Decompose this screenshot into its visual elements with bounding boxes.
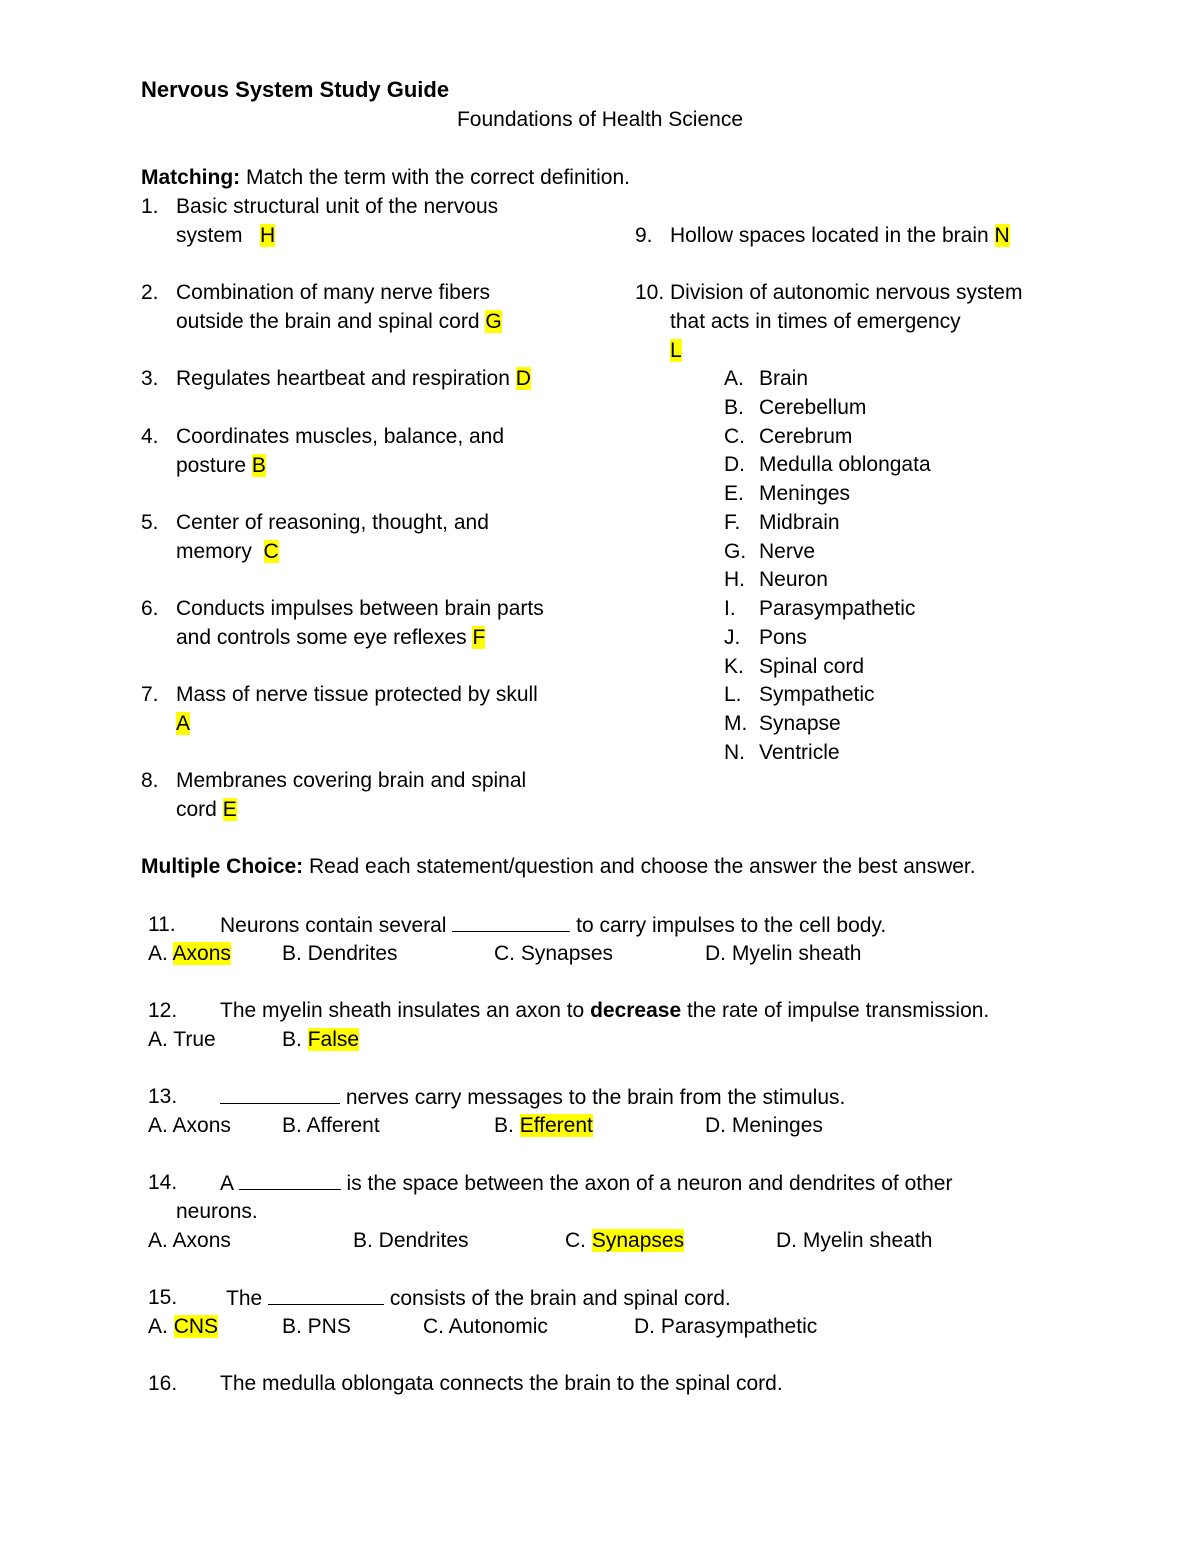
term-name: Cerebellum <box>759 395 867 419</box>
question-text <box>220 997 989 1025</box>
term-name: Spinal cord <box>759 654 865 678</box>
mc-instruction <box>141 853 976 881</box>
term-name: Synapse <box>759 712 841 735</box>
term-letter: E. <box>724 482 744 505</box>
question-text: system <box>176 224 249 247</box>
term-letter: D. <box>724 453 745 477</box>
mc-heading: Multiple Choice: <box>141 855 304 878</box>
answer-highlight: B <box>251 454 266 477</box>
option-b: B. Dendrites <box>353 1229 469 1252</box>
page-subtitle: Foundations of Health Science <box>456 108 743 131</box>
page-title: Nervous System Study Guide <box>141 77 450 102</box>
question-number: 4. <box>141 425 159 448</box>
question-text-post: is the space between the axon of a neuron and dendrites of other <box>340 1172 953 1195</box>
question-number: 1. <box>141 195 159 218</box>
answer-highlight: D <box>515 367 531 390</box>
question-text: outside the brain and spinal cord <box>176 310 486 333</box>
option-label: B. <box>494 1114 520 1137</box>
answer-highlight: E <box>222 798 237 821</box>
question-14-line2: neurons. <box>176 1200 258 1223</box>
option-b: B. PNS <box>282 1315 351 1338</box>
option-label: A. <box>148 942 173 965</box>
term-letter: I. <box>724 597 736 620</box>
question-text <box>220 1169 952 1198</box>
option-c <box>494 1112 593 1140</box>
option-a <box>148 1313 218 1341</box>
question-number: 3. <box>141 367 159 390</box>
question-number: 15. <box>148 1286 178 1309</box>
term-name: Sympathetic <box>759 683 875 707</box>
term-name: Medulla oblongata <box>759 453 931 477</box>
question-text <box>226 1284 731 1313</box>
question-text-post: consists of the brain and spinal cord. <box>384 1287 731 1310</box>
term-letter: L. <box>724 683 742 707</box>
mc-instruction-text: Read each statement/question and choose the answer the best answer. <box>303 855 976 878</box>
question-number: 2. <box>141 281 159 304</box>
question-text-inner: Hollow spaces located in the brain <box>670 224 995 247</box>
question-text: Mass of nerve tissue protected by skull <box>176 683 538 706</box>
question-number: 14. <box>148 1171 178 1194</box>
question-text: Membranes covering brain and spinal <box>176 769 527 792</box>
option-label: B. <box>282 1028 308 1051</box>
option-d: D. Meninges <box>705 1114 823 1137</box>
answer-blank <box>452 911 570 932</box>
option-c: C. Synapses <box>494 942 614 965</box>
term-letter: H. <box>724 568 745 592</box>
term-letter: J. <box>724 625 741 649</box>
question-number: 13. <box>148 1085 178 1108</box>
option-d: D. Parasympathetic <box>634 1315 818 1338</box>
answer-highlight: N <box>994 224 1010 247</box>
question-number: 8. <box>141 769 159 792</box>
question-1-line2 <box>176 222 275 250</box>
term-letter: K. <box>724 654 744 678</box>
question-text: Division of autonomic nervous system <box>670 281 1023 304</box>
question-2-line2 <box>176 308 502 336</box>
answer-highlight: F <box>472 626 486 649</box>
option-label: C. <box>565 1229 592 1252</box>
term-name: Meninges <box>759 482 851 505</box>
term-name: Ventricle <box>759 740 840 764</box>
option-b: B. Dendrites <box>282 942 398 965</box>
term-name: Parasympathetic <box>759 597 916 620</box>
question-text: cord <box>176 798 223 821</box>
option-a <box>148 940 231 968</box>
option-b: B. Afferent <box>282 1114 380 1137</box>
option-label: A. <box>148 1315 174 1338</box>
answer-highlight: False <box>307 1028 360 1051</box>
question-number: 7. <box>141 683 159 706</box>
option-d: D. Myelin sheath <box>705 942 862 965</box>
question-text: The medulla oblongata connects the brain to the spinal cord. <box>220 1372 783 1395</box>
question-number: 12. <box>148 999 178 1022</box>
question-4-line2 <box>176 452 266 480</box>
option-c <box>565 1227 684 1255</box>
matching-instruction <box>141 164 630 192</box>
question-text: posture <box>176 454 252 477</box>
question-text: memory <box>176 540 258 563</box>
question-text-pre: The myelin sheath insulates an axon to <box>220 999 591 1022</box>
option-a: A. True <box>148 1028 216 1051</box>
question-6-line2 <box>176 624 485 652</box>
question-number: 9. <box>635 224 653 247</box>
option-a: A. Axons <box>148 1114 231 1137</box>
question-text-pre: The <box>226 1287 269 1310</box>
question-text: Coordinates muscles, balance, and <box>176 425 505 448</box>
term-letter: M. <box>724 712 748 735</box>
question-text <box>670 222 1010 250</box>
answer-highlight: Synapses <box>591 1229 685 1252</box>
question-text-post: the rate of impulse transmission. <box>681 999 990 1022</box>
term-name: Pons <box>759 625 807 649</box>
matching-heading: Matching: <box>141 166 241 189</box>
term-letter: A. <box>724 367 744 390</box>
question-8-line2 <box>176 796 237 824</box>
answer-blank <box>220 1083 340 1104</box>
answer-highlight: C <box>263 540 279 563</box>
question-text-inner: Regulates heartbeat and respiration <box>176 367 516 390</box>
question-text: Center of reasoning, thought, and <box>176 511 489 534</box>
question-number: 10. <box>635 281 665 304</box>
answer-blank <box>268 1284 384 1305</box>
answer-highlight: G <box>485 310 502 333</box>
answer-highlight: Efferent <box>519 1114 593 1137</box>
question-text-post: nerves carry messages to the brain from the stimulus. <box>340 1086 846 1109</box>
question-text: Conducts impulses between brain parts <box>176 597 544 620</box>
answer-highlight: Axons <box>172 942 231 965</box>
term-letter: N. <box>724 740 745 764</box>
answer-highlight: CNS <box>173 1315 219 1338</box>
question-text-pre: A <box>220 1172 239 1195</box>
question-number: 6. <box>141 597 159 620</box>
term-name: Brain <box>759 367 809 390</box>
question-text <box>220 1083 845 1112</box>
question-text <box>176 365 531 393</box>
term-letter: B. <box>724 395 744 419</box>
answer-highlight: L <box>670 339 682 362</box>
question-text <box>220 911 886 940</box>
question-text: Combination of many nerve fibers <box>176 281 490 304</box>
question-text: Basic structural unit of the nervous <box>176 195 499 218</box>
answer-highlight: H <box>260 224 276 247</box>
option-c: C. Autonomic <box>423 1315 548 1338</box>
question-number: 5. <box>141 511 159 534</box>
question-5-line2 <box>176 538 279 566</box>
term-name: Neuron <box>759 568 828 592</box>
question-number: 11. <box>148 913 176 936</box>
term-letter: G. <box>724 539 747 563</box>
question-text-pre: Neurons contain several <box>220 914 453 937</box>
term-letter: F. <box>724 510 741 534</box>
question-7-line2 <box>176 710 190 738</box>
option-a: A. Axons <box>148 1229 231 1252</box>
term-name: Nerve <box>759 539 816 563</box>
question-text: and controls some eye reflexes <box>176 626 473 649</box>
term-letter: C. <box>724 424 745 448</box>
question-text-post: to carry impulses to the cell body. <box>570 914 887 937</box>
question-text-bold: decrease <box>590 999 682 1022</box>
question-number: 16. <box>148 1372 178 1395</box>
term-name: Cerebrum <box>759 424 853 448</box>
answer-blank <box>239 1169 341 1190</box>
question-10-line2: that acts in times of emergency <box>670 310 961 333</box>
matching-instruction-text: Match the term with the correct definition. <box>240 166 630 189</box>
option-d: D. Myelin sheath <box>776 1229 933 1252</box>
answer-highlight: A <box>176 712 191 735</box>
term-name: Midbrain <box>759 510 840 534</box>
question-10-line3 <box>670 337 682 365</box>
option-b <box>282 1026 359 1054</box>
